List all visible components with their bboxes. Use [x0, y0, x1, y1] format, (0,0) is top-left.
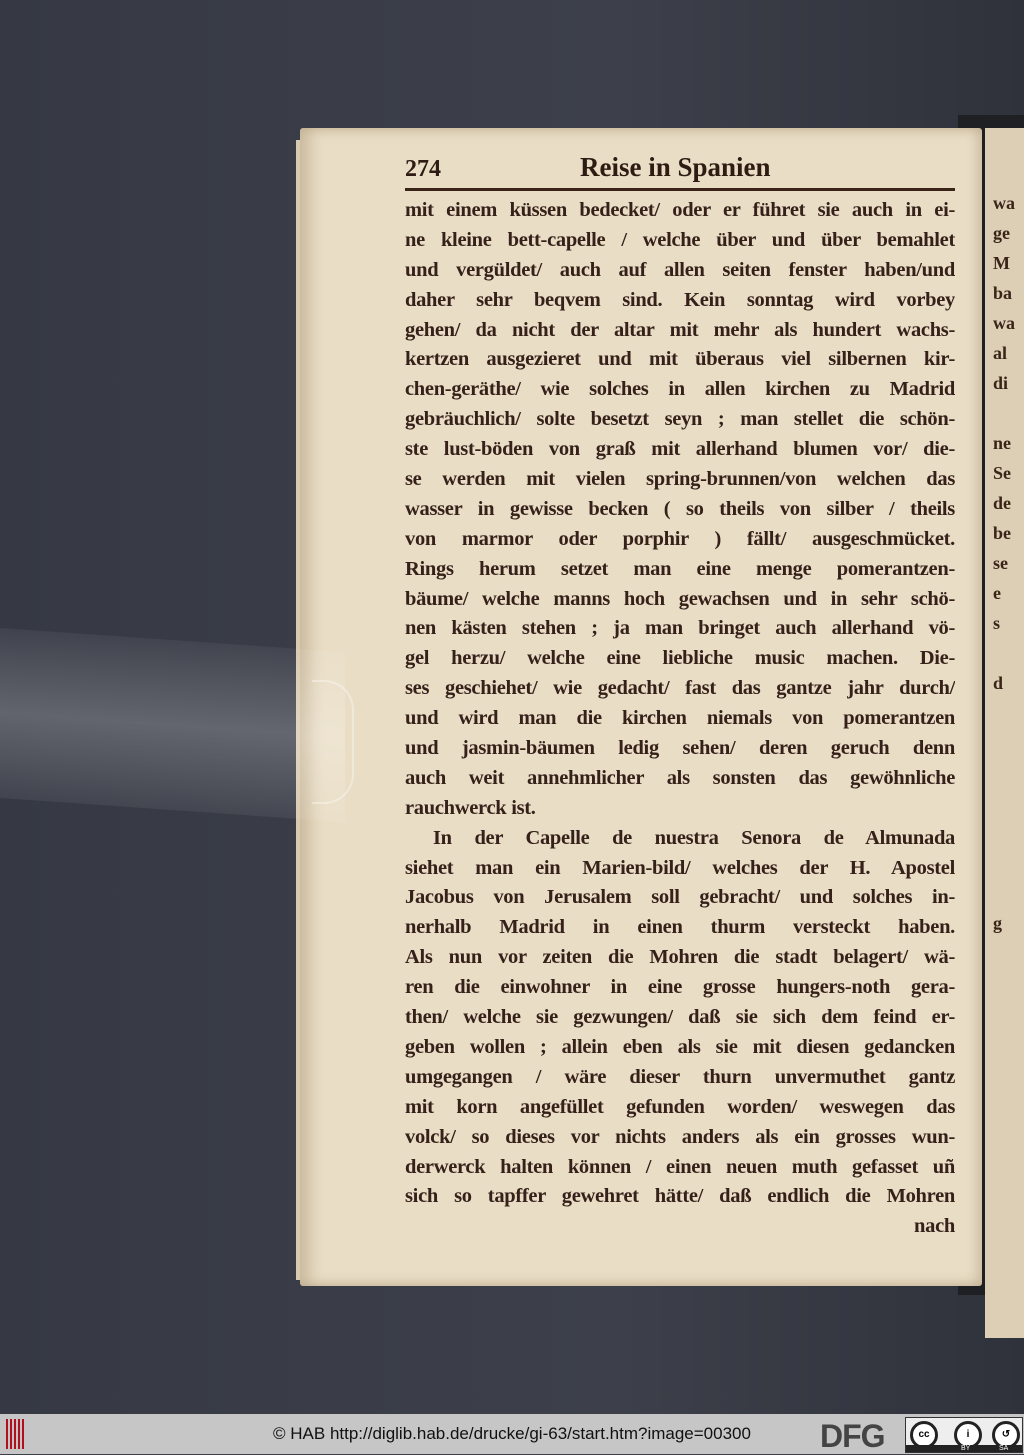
sa-icon: ↺ [992, 1421, 1020, 1449]
facing-page-fragment [985, 638, 1024, 668]
text-line: und jasmin-bäumen ledig sehen/ deren geruch denn [405, 737, 955, 760]
text-line: ses geschiehet/ wie gedacht/ fast das gantze jahr durch/ [405, 677, 955, 700]
page-number: 274 [405, 156, 441, 182]
by-label: BY [961, 1445, 971, 1452]
facing-page-fragment: ge [993, 223, 1010, 243]
facing-page-fragment: s [993, 613, 1001, 633]
text-line: und vergüldet/ auch auf allen seiten fenster haben/und [405, 258, 955, 281]
text-line: bäume/ welche manns hoch gewachsen und in sehr schö- [405, 587, 955, 610]
text-line: derwerck halten können / einen neuen muth gefasset uñ [405, 1155, 955, 1178]
facing-page-fragment: g [993, 913, 1002, 933]
facing-page-fragment [985, 818, 1024, 848]
text-line: auch weit annehmlicher als sonsten das gewöhnliche [405, 766, 955, 789]
text-line: siehet man ein Marien-bild/ welches der H. Apostel [405, 856, 955, 879]
facing-page-fragment: ne [993, 433, 1011, 453]
text-line: von marmor oder porphir ) fällt/ ausgeschmücket. [405, 527, 955, 550]
text-line: kertzen ausgezieret und mit überaus viel silbernen kir- [405, 348, 955, 371]
text-line: In der Capelle de nuestra Senora de Almunada [433, 826, 955, 849]
facing-page-fragment: be [993, 523, 1011, 543]
text-line: umgegangen / wäre dieser thurn unvermuthet gantz [405, 1065, 955, 1088]
facing-page-fragment: ba [993, 283, 1013, 303]
glass-holder-edge [312, 680, 354, 804]
text-line: Rings herum setzet man eine menge pomerantzen- [405, 557, 955, 580]
text-line: nerhalb Madrid in einen thurm versteckt haben. [405, 916, 955, 939]
dfg-logo: DFG [820, 1418, 885, 1454]
page-text [405, 196, 955, 1242]
text-line: then/ welche sie gezwungen/ daß sie sich dem feind er- [405, 1006, 955, 1029]
text-line: mit einem küssen bedecket/ oder er führet sie auch in ei- [405, 199, 955, 221]
text-line: Jacobus von Jerusalem soll gebracht/ und solches in- [405, 886, 955, 909]
copyright-link[interactable]: © HAB http://diglib.hab.de/drucke/gi-63/start.htm?image=00300 [273, 1424, 751, 1443]
facing-page-fragment [985, 758, 1024, 788]
text-line: daher sehr beqvem sind. Kein sonntag wird vorbey [405, 288, 955, 311]
text-line: rauchwerck ist. [405, 796, 536, 819]
facing-page-fragment: wa [993, 313, 1015, 333]
catchword: nach [914, 1215, 955, 1238]
facing-page-fragment [985, 398, 1024, 428]
running-title: Reise in Spanien [580, 152, 771, 182]
text-line: nen kästen stehen ; ja man bringet auch allerhand vö- [405, 617, 955, 640]
by-icon: i [954, 1421, 982, 1449]
page-header [405, 150, 955, 190]
facing-page-fragment: Se [993, 463, 1011, 483]
text-line: ste lust-böden von graß mit allerhand blumen vor/ die- [405, 438, 955, 461]
text-line: chen-geräthe/ wie solches in allen kirchen zu Madrid [405, 378, 955, 401]
facing-page-fragment: e [993, 583, 1001, 603]
text-line: ren die einwohner in eine grosse hungers-noth gera- [405, 976, 955, 999]
facing-page-fragment: de [993, 493, 1011, 513]
facing-page-fragment [985, 878, 1024, 908]
text-line: gebräuchlich/ solte besetzt seyn ; man stellet die schön- [405, 408, 955, 431]
facing-page-fragment: se [993, 553, 1008, 573]
facing-page-fragment: d [993, 673, 1004, 693]
text-line: geben wollen ; allein eben als sie mit diesen gedancken [405, 1035, 955, 1058]
text-line: gehen/ da nicht der altar mit mehr als hundert wachs- [405, 318, 955, 341]
cc-license-badge[interactable] [905, 1417, 1023, 1453]
facing-page-fragment [985, 848, 1024, 878]
text-line: Als nun vor zeiten die Mohren die stadt belagert/ wä- [405, 946, 955, 969]
text-line: sich so tapffer gewehret hätte/ daß endlich die Mohren [405, 1185, 955, 1208]
text-line: ne kleine bett-capelle / welche über und über bemahlet [405, 228, 955, 251]
text-line: und wird man die kirchen niemals von pomerantzen [405, 707, 955, 730]
text-line: volck/ so dieses vor nichts anders als ein grosses wun- [405, 1125, 955, 1148]
text-line: se werden mit vielen spring-brunnen/von welchen das [405, 468, 955, 491]
header-rule [405, 188, 955, 191]
facing-page-fragment: al [993, 343, 1008, 363]
facing-page-fragment [985, 788, 1024, 818]
sa-label: SA [999, 1445, 1009, 1452]
text-line: wasser in gewisse becken ( so theils von silber / theils [405, 497, 955, 520]
facing-page-fragment: M [993, 253, 1010, 273]
text-line: gel herzu/ welche eine liebliche music machen. Die- [405, 647, 955, 670]
cc-icon: cc [910, 1421, 938, 1449]
footer-bar [0, 1414, 1024, 1454]
facing-page-fragment [985, 728, 1024, 758]
facing-page-fragment [985, 698, 1024, 728]
facing-page [985, 128, 1024, 1338]
facing-page-fragment: di [993, 373, 1009, 393]
glass-page-holder [0, 628, 345, 822]
text-line: mit korn angefüllet gefunden worden/ weswegen das [405, 1095, 955, 1118]
facing-page-fragment: wa [993, 193, 1015, 213]
